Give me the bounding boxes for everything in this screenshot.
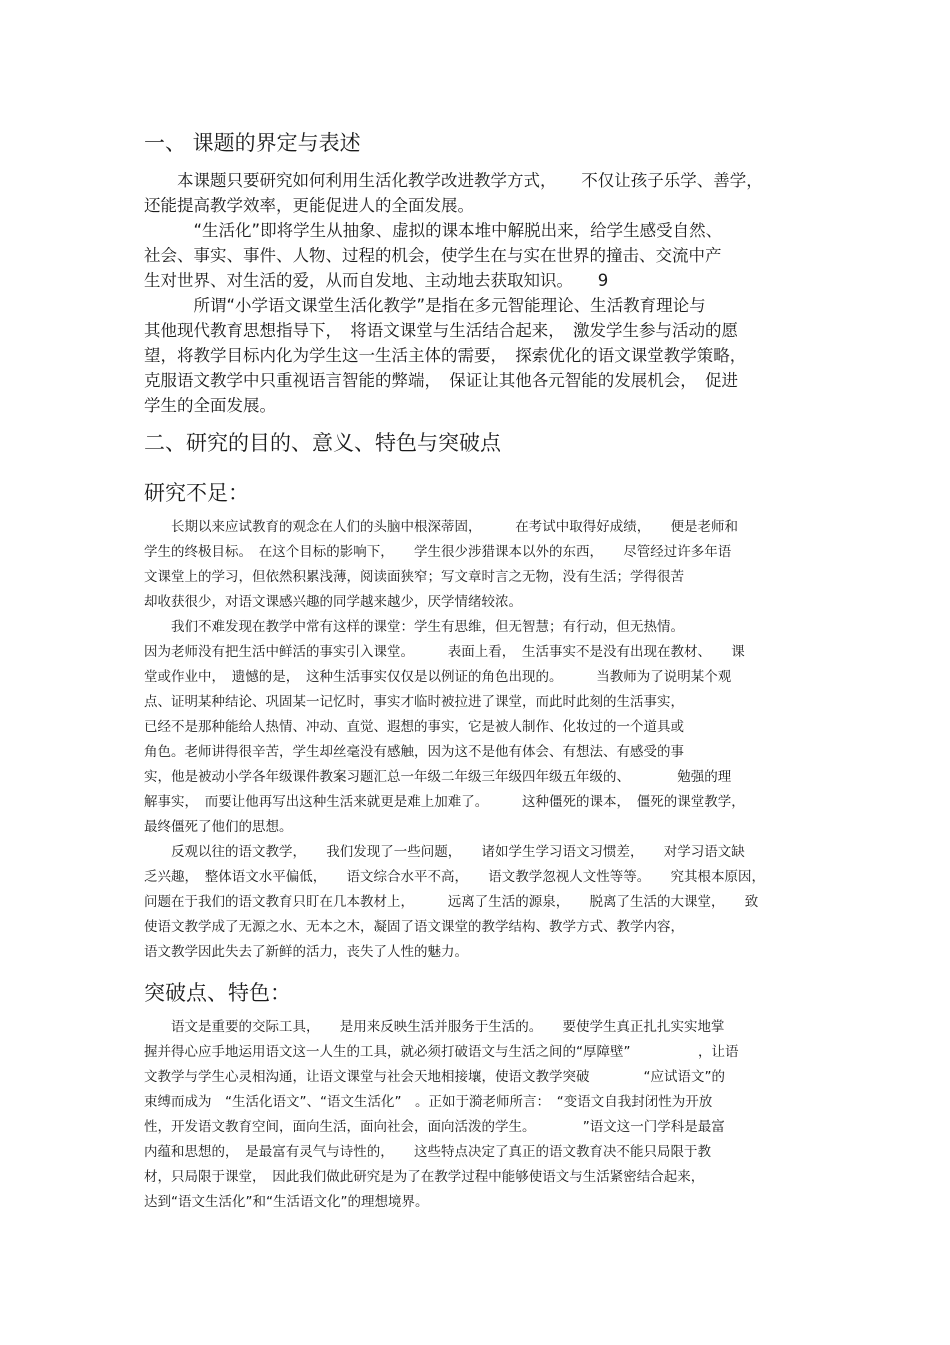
paragraph-line: 内蕴和思想的， 是最富有灵气与诗性的， 这些特点决定了真正的语文教育决不能只局限于教 — [144, 1144, 711, 1160]
paragraph-line: 因为老师没有把生活中鲜活的事实引入课堂。 表面上看， 生活事实不是没有出现在教材、 课 — [144, 644, 745, 660]
paragraph-line: “生活化”即将学生从抽象、虚拟的课本堆中解脱出来，给学生感受自然、 — [144, 221, 723, 240]
paragraph-line: 长期以来应试教育的观念在人们的头脑中根深蒂固， 在考试中取得好成绩， 便是老师和 — [144, 519, 738, 535]
paragraph-line: 性，开发语文教育空间，面向生活，面向社会，面向活泼的学生。 ”语文这一门学科是最富 — [144, 1119, 725, 1135]
subheading-breakthrough: 突破点、特色： — [144, 981, 291, 1005]
subheading-research-gap: 研究不足： — [144, 481, 249, 505]
paragraph-line: 解事实， 而要让他再写出这种生活来就更是难上加难了。 这种僵死的课本， 僵死的课堂教学， — [144, 794, 745, 810]
paragraph-line: 已经不是那种能给人热情、冲动、直觉、遐想的事实，它是被人制作、化妆过的一个道具或 — [144, 719, 684, 735]
paragraph-line: 束缚而成为 “生活化语文”、“语文生活化” 。正如于漪老师所言： “变语文自我封闭性为开放 — [144, 1094, 713, 1110]
paragraph-line: 反观以往的语文教学， 我们发现了一些问题， 诸如学生学习语文习惯差， 对学习语文缺 — [144, 844, 745, 860]
paragraph-line: 克服语文教学中只重视语言智能的弊端， 保证让其他各元智能的发展机会， 促进 — [144, 371, 738, 390]
paragraph-line: 其他现代教育思想指导下， 将语文课堂与生活结合起来， 激发学生参与活动的愿 — [144, 321, 738, 340]
paragraph-line: 实，他是被动小学各年级课件教案习题汇总一年级二年级三年级四年级五年级的、 勉强的理 — [144, 769, 732, 785]
paragraph-line: 本课题只要研究如何利用生活化教学改进教学方式， 不仅让孩子乐学、善学， — [144, 171, 763, 190]
paragraph-line: 堂或作业中， 遗憾的是， 这种生活事实仅仅是以例证的角色出现的。 当教师为了说明某个观 — [144, 669, 732, 685]
paragraph-line: 使语文教学成了无源之水、无本之木，凝固了语文课堂的教学结构、教学方式、教学内容， — [144, 919, 684, 935]
paragraph-line: 问题在于我们的语文教育只盯在几本教材上， 远离了生活的源泉， 脱离了生活的大课堂， 致 — [144, 894, 759, 910]
paragraph-line: 学生的全面发展。 — [144, 396, 276, 415]
paragraph-line: 却收获很少，对语文课感兴趣的同学越来越少，厌学情绪较浓。 — [144, 594, 522, 610]
section1-heading: 一、 课题的界定与表述 — [144, 131, 361, 155]
paragraph-line: 还能提高教学效率，更能促进人的全面发展。 — [144, 196, 474, 215]
paragraph-line: 乏兴趣， 整体语文水平偏低， 语文综合水平不高， 语文教学忽视人文性等等。 究其根本原因， — [144, 869, 765, 885]
paragraph-line: 角色。老师讲得很辛苦，学生却丝毫没有感触，因为这不是他有体会、有想法、有感受的事 — [144, 744, 684, 760]
paragraph-line: 学生的终极目标。 在这个目标的影响下， 学生很少涉猎课本以外的东西， 尽管经过许多年语 — [144, 544, 732, 560]
section2-heading: 二、研究的目的、意义、特色与突破点 — [144, 431, 501, 455]
paragraph-line: 望，将教学目标内化为学生这一生活主体的需要， 探索优化的语文课堂教学策略， — [144, 346, 747, 365]
paragraph-line: 点、证明某种结论、巩固某一记忆时，事实才临时被拉进了课堂，而此时此刻的生活事实， — [144, 694, 684, 710]
paragraph-line: 语文是重要的交际工具， 是用来反映生活并服务于生活的。 要使学生真正扎扎实实地掌 — [144, 1019, 725, 1035]
paragraph-line: 生对世界、对生活的爱，从而自发地、主动地去获取知识。 9 — [144, 271, 609, 290]
paragraph-line: 文教学与学生心灵相沟通，让语文课堂与社会天地相接壤，使语文教学突破 “应试语文”的 — [144, 1069, 725, 1085]
paragraph-line: 握并得心应手地运用语文这一人生的工具，就必须打破语文与生活之间的“厚障壁” ，让语 — [144, 1044, 739, 1060]
paragraph-line: 文课堂上的学习，但依然积累浅薄，阅读面狭窄；写文章时言之无物，没有生活；学得很苦 — [144, 569, 684, 585]
paragraph-line: 最终僵死了他们的思想。 — [144, 819, 293, 835]
paragraph-line: 材，只局限于课堂， 因此我们做此研究是为了在教学过程中能够使语文与生活紧密结合起来， — [144, 1169, 705, 1185]
paragraph-line: 达到“语文生活化”和“生活语文化”的理想境界。 — [144, 1194, 429, 1210]
paragraph-line: 语文教学因此失去了新鲜的活力，丧失了人性的魅力。 — [144, 944, 468, 960]
paragraph-line: 所谓“小学语文课堂生活化教学”是指在多元智能理论、生活教育理论与 — [144, 296, 706, 315]
paragraph-line: 社会、事实、事件、人物、过程的机会，使学生在与实在世界的撞击、交流中产 — [144, 246, 722, 265]
paragraph-line: 我们不难发现在教学中常有这样的课堂：学生有思维，但无智慧；有行动，但无热情。 — [144, 619, 684, 635]
